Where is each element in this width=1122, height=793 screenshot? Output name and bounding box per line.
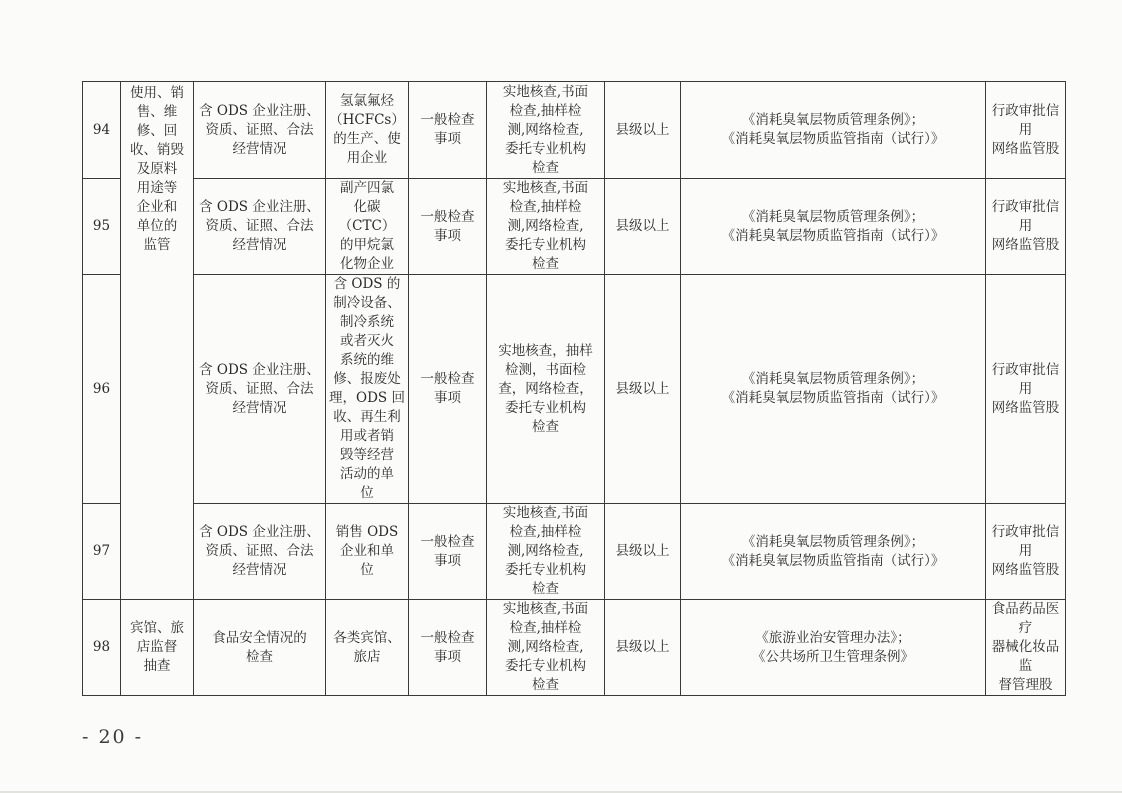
- item-category: 一般检查 事项: [409, 179, 487, 275]
- row-number: 96: [83, 275, 121, 504]
- table-row: [83, 275, 1066, 504]
- responsible-department: 行政审批信用 网络监管股: [986, 179, 1066, 275]
- inspection-level: 县级以上: [605, 504, 681, 600]
- item-category: 一般检查 事项: [409, 82, 487, 179]
- legal-basis: 《旅游业治安管理办法》； 《公共场所卫生管理条例》: [681, 600, 986, 696]
- legal-basis: 《消耗臭氧层物质管理条例》； 《消耗臭氧层物质监管指南（试行）》: [681, 275, 986, 504]
- inspection-level: 县级以上: [605, 600, 681, 696]
- row-number: 94: [83, 82, 121, 179]
- inspection-target: 副产四氯 化碳（CTC） 的甲烷氯 化物企业: [326, 179, 409, 275]
- inspection-method: 实地核查，抽样 检测，书面检 查，网络检查， 委托专业机构 检查: [487, 275, 605, 504]
- inspection-method: 实地核查,书面 检查,抽样检 测,网络检查, 委托专业机构 检查: [487, 179, 605, 275]
- inspection-target: 各类宾馆、 旅店: [326, 600, 409, 696]
- row-number: 98: [83, 600, 121, 696]
- row-number: 97: [83, 504, 121, 600]
- inspection-item: 含 ODS 企业注册、 资质、证照、合法 经营情况: [194, 179, 326, 275]
- table-row: [83, 504, 1066, 600]
- responsible-department: 行政审批信用 网络监管股: [986, 504, 1066, 600]
- table-row: [83, 600, 1066, 696]
- inspection-method: 实地核查,书面 检查,抽样检 测,网络检查, 委托专业机构 检查: [487, 82, 605, 179]
- item-category: 一般检查 事项: [409, 504, 487, 600]
- inspection-target: 销售 ODS 企业和单 位: [326, 504, 409, 600]
- inspection-item: 食品安全情况的 检查: [194, 600, 326, 696]
- inspection-item: 含 ODS 企业注册、 资质、证照、合法 经营情况: [194, 82, 326, 179]
- inspection-method: 实地核查,书面 检查,抽样检 测,网络检查, 委托专业机构 检查: [487, 504, 605, 600]
- group-cell-ods-supervision: 使用、销 售、维 修、回 收、销毁 及原料 用途等 企业和 单位的 监管: [121, 82, 194, 600]
- inspection-level: 县级以上: [605, 82, 681, 179]
- responsible-department: 食品药品医疗 器械化妆品监 督管理股: [986, 600, 1066, 696]
- inspection-level: 县级以上: [605, 179, 681, 275]
- row-number: 95: [83, 179, 121, 275]
- item-category: 一般检查 事项: [409, 275, 487, 504]
- inspection-method: 实地核查,书面 检查,抽样检 测,网络检查, 委托专业机构 检查: [487, 600, 605, 696]
- inspection-item: 含 ODS 企业注册、 资质、证照、合法 经营情况: [194, 275, 326, 504]
- inspection-target: 含 ODS 的 制冷设备、 制冷系统 或者灭火 系统的维 修、报废处 理，ODS 回 收、再生利 用或者销 毁等经营 活动的单 位: [326, 275, 409, 504]
- table-row: [83, 82, 1066, 179]
- responsible-department: 行政审批信用 网络监管股: [986, 82, 1066, 179]
- group-cell-hotel-inspection: 宾馆、旅 店监督 抽查: [121, 600, 194, 696]
- table-row: [83, 179, 1066, 275]
- responsible-department: 行政审批信用 网络监管股: [986, 275, 1066, 504]
- legal-basis: 《消耗臭氧层物质管理条例》； 《消耗臭氧层物质监管指南（试行）》: [681, 82, 986, 179]
- item-category: 一般检查 事项: [409, 600, 487, 696]
- page-number: - 20 -: [82, 726, 144, 748]
- inspection-item: 含 ODS 企业注册、 资质、证照、合法 经营情况: [194, 504, 326, 600]
- inspection-level: 县级以上: [605, 275, 681, 504]
- legal-basis: 《消耗臭氧层物质管理条例》； 《消耗臭氧层物质监管指南（试行）》: [681, 504, 986, 600]
- inspection-items-table: [82, 81, 1066, 696]
- inspection-target: 氢氯氟烃 （HCFCs） 的生产、使 用企业: [326, 82, 409, 179]
- legal-basis: 《消耗臭氧层物质管理条例》； 《消耗臭氧层物质监管指南（试行）》: [681, 179, 986, 275]
